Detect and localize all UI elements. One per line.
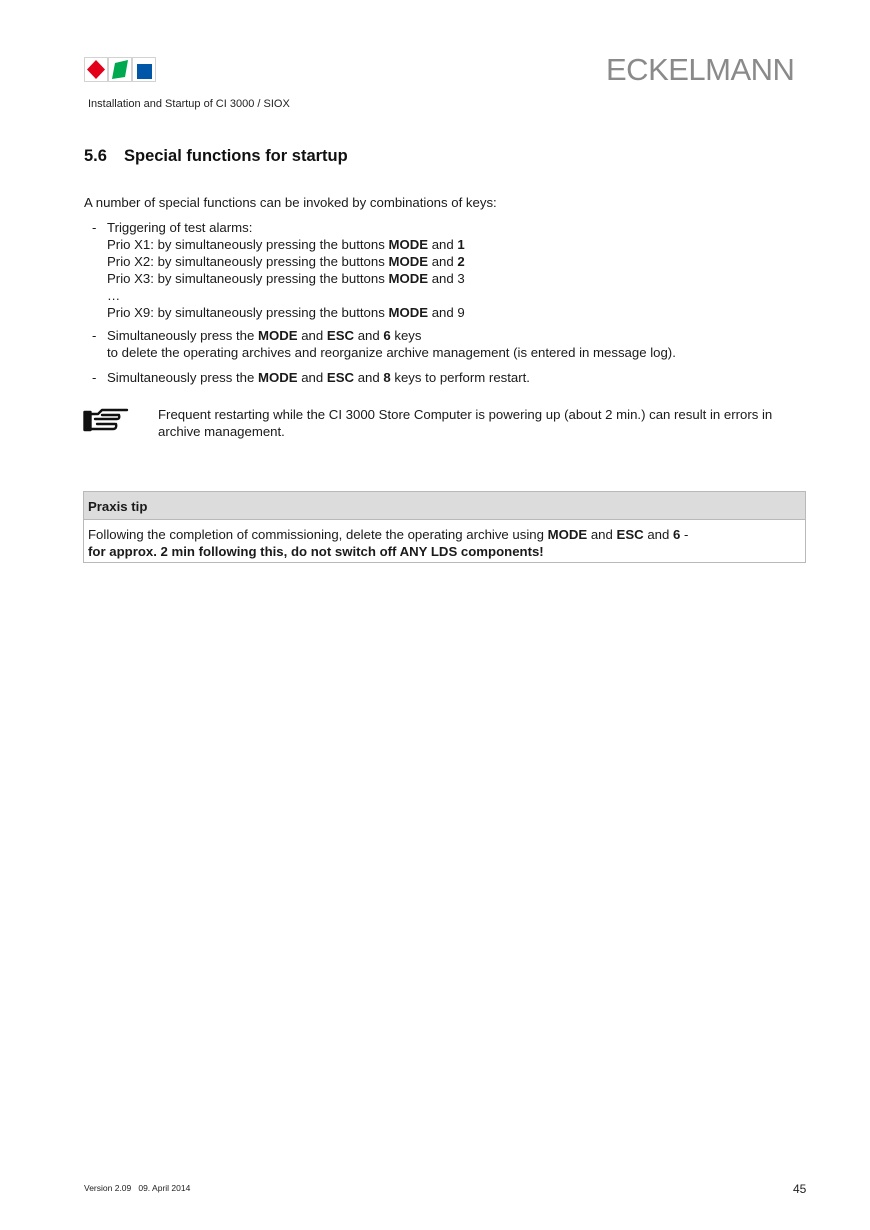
list-item-test-alarms: [92, 219, 812, 321]
text-run: and: [428, 237, 458, 252]
section-heading: [84, 147, 348, 166]
tip-warning: for approx. 2 min following this, do not switch off ANY LDS components!: [88, 544, 544, 559]
key-mode: MODE: [388, 271, 429, 286]
list-line: to delete the operating archives and reorganize archive management (is entered in message log).: [107, 345, 676, 360]
list-dash: -: [92, 220, 97, 235]
text-run: keys to perform restart.: [390, 370, 530, 385]
text-run: and: [587, 527, 617, 542]
key-esc: ESC: [326, 370, 355, 385]
tip-warning-line: [88, 543, 800, 560]
praxis-tip-body: [88, 526, 800, 560]
document-title: Installation and Startup of CI 3000 / SIOX: [88, 98, 290, 110]
text-run: and 3: [428, 271, 465, 286]
note-text: Frequent restarting while the CI 3000 Store Computer is powering up (about 2 min.) can result in errors in archive management.: [158, 407, 773, 439]
key-1: 1: [457, 237, 465, 252]
logo-green-shape: [112, 60, 128, 79]
key-6: 6: [673, 527, 681, 542]
key-esc: ESC: [326, 328, 355, 343]
list-item-delete-archives: [92, 327, 812, 361]
list-line: Triggering of test alarms:: [107, 220, 253, 235]
praxis-tip-header: [84, 492, 805, 520]
key-2: 2: [457, 254, 465, 269]
text-run: and: [354, 370, 384, 385]
text-run: and: [297, 370, 327, 385]
prio-x1-line: [107, 236, 812, 253]
pointing-hand-icon: [83, 407, 129, 433]
text-run: and: [354, 328, 384, 343]
prio-x9-line: [107, 304, 812, 321]
ellipsis-line: …: [107, 288, 121, 303]
text-run: keys: [390, 328, 422, 343]
text-run: Prio X9: by simultaneously pressing the buttons: [107, 305, 389, 320]
text-run: -: [680, 527, 689, 542]
key-mode: MODE: [258, 370, 298, 385]
key-mode: MODE: [547, 527, 588, 542]
key-6: 6: [383, 328, 391, 343]
key-8: 8: [383, 370, 391, 385]
key-mode: MODE: [388, 254, 429, 269]
text-run: and: [297, 328, 327, 343]
text-run: Prio X2: by simultaneously pressing the buttons: [107, 254, 389, 269]
praxis-tip-box: [83, 491, 806, 563]
list-dash: -: [92, 328, 97, 343]
key-mode: MODE: [388, 305, 429, 320]
section-number: 5.6: [84, 147, 107, 165]
brand-name: ECKELMANN: [606, 52, 795, 87]
text-run: Prio X3: by simultaneously pressing the buttons: [107, 271, 389, 286]
list-line: [107, 369, 812, 386]
key-mode: MODE: [388, 237, 429, 252]
text-run: Simultaneously press the: [107, 370, 258, 385]
text-run: and: [643, 527, 673, 542]
praxis-tip-heading: Praxis tip: [88, 499, 148, 514]
logo-red-diamond: [87, 60, 105, 79]
list-dash: -: [92, 370, 97, 385]
text-run: and: [428, 254, 458, 269]
list-line: [107, 327, 812, 344]
tip-line: [88, 526, 800, 543]
logo-blue-square: [137, 64, 152, 79]
prio-x2-line: [107, 253, 812, 270]
text-run: Prio X1: by simultaneously pressing the buttons: [107, 237, 389, 252]
footer-version: Version 2.09 09. April 2014: [84, 1183, 191, 1193]
list-item-restart: [92, 369, 812, 386]
prio-x3-line: [107, 270, 812, 287]
text-run: Following the completion of commissioning, delete the operating archive using: [88, 527, 548, 542]
key-esc: ESC: [616, 527, 644, 542]
page-number: 45: [793, 1182, 807, 1196]
key-mode: MODE: [258, 328, 298, 343]
intro-paragraph: A number of special functions can be invoked by combinations of keys:: [84, 195, 497, 210]
text-run: Simultaneously press the: [107, 328, 258, 343]
section-title: Special functions for startup: [124, 147, 348, 165]
company-logo-marks: [84, 57, 156, 82]
text-run: and 9: [428, 305, 465, 320]
